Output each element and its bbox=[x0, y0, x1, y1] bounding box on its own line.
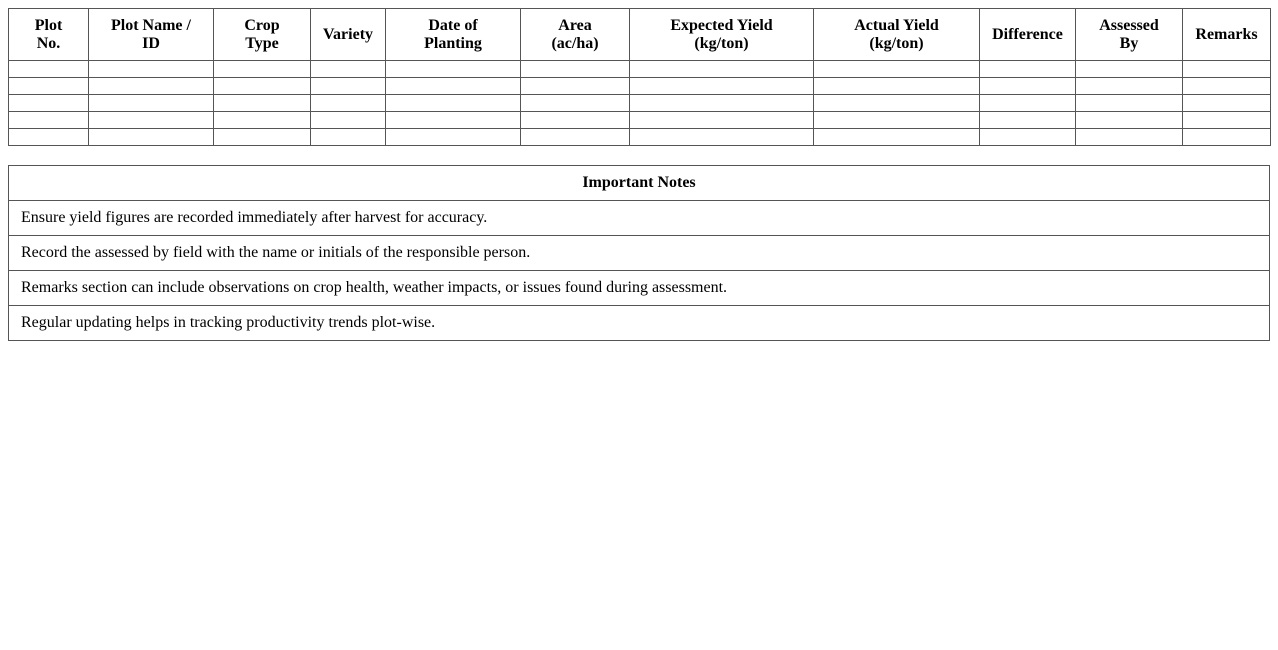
empty-cell[interactable] bbox=[1076, 129, 1183, 146]
note-row bbox=[9, 236, 1270, 271]
column-header-crop-type: Crop Type bbox=[214, 9, 311, 61]
empty-cell[interactable] bbox=[1183, 95, 1271, 112]
yield-assessment-table bbox=[8, 8, 1271, 146]
note-item: Ensure yield figures are recorded immediately after harvest for accuracy. bbox=[9, 201, 1270, 236]
empty-cell[interactable] bbox=[311, 95, 386, 112]
table-row bbox=[9, 61, 1271, 78]
empty-cell[interactable] bbox=[521, 78, 630, 95]
table-body bbox=[9, 61, 1271, 146]
empty-cell[interactable] bbox=[311, 129, 386, 146]
column-header-difference: Difference bbox=[980, 9, 1076, 61]
note-item: Remarks section can include observations on crop health, weather impacts, or issues found during assessment. bbox=[9, 271, 1270, 306]
note-row bbox=[9, 306, 1270, 341]
empty-cell[interactable] bbox=[311, 112, 386, 129]
empty-cell[interactable] bbox=[814, 129, 980, 146]
empty-cell[interactable] bbox=[311, 78, 386, 95]
empty-cell[interactable] bbox=[89, 61, 214, 78]
empty-cell[interactable] bbox=[9, 112, 89, 129]
empty-cell[interactable] bbox=[1183, 78, 1271, 95]
column-header-expected-yield: Expected Yield (kg/ton) bbox=[630, 9, 814, 61]
empty-cell[interactable] bbox=[980, 129, 1076, 146]
empty-cell[interactable] bbox=[214, 95, 311, 112]
empty-cell[interactable] bbox=[814, 78, 980, 95]
empty-cell[interactable] bbox=[980, 61, 1076, 78]
empty-cell[interactable] bbox=[1076, 95, 1183, 112]
empty-cell[interactable] bbox=[386, 112, 521, 129]
empty-cell[interactable] bbox=[980, 78, 1076, 95]
note-row bbox=[9, 271, 1270, 306]
empty-cell[interactable] bbox=[311, 61, 386, 78]
empty-cell[interactable] bbox=[1183, 61, 1271, 78]
empty-cell[interactable] bbox=[9, 129, 89, 146]
empty-cell[interactable] bbox=[386, 61, 521, 78]
note-item: Record the assessed by field with the name or initials of the responsible person. bbox=[9, 236, 1270, 271]
important-notes-table bbox=[8, 165, 1270, 341]
empty-cell[interactable] bbox=[214, 61, 311, 78]
column-header-area: Area (ac/ha) bbox=[521, 9, 630, 61]
empty-cell[interactable] bbox=[214, 129, 311, 146]
empty-cell[interactable] bbox=[1076, 61, 1183, 78]
empty-cell[interactable] bbox=[89, 112, 214, 129]
empty-cell[interactable] bbox=[9, 95, 89, 112]
empty-cell[interactable] bbox=[89, 78, 214, 95]
empty-cell[interactable] bbox=[1183, 112, 1271, 129]
empty-cell[interactable] bbox=[89, 129, 214, 146]
column-header-plot-no: Plot No. bbox=[9, 9, 89, 61]
empty-cell[interactable] bbox=[521, 129, 630, 146]
table-header-row bbox=[9, 9, 1271, 61]
column-header-assessed-by: Assessed By bbox=[1076, 9, 1183, 61]
empty-cell[interactable] bbox=[521, 61, 630, 78]
empty-cell[interactable] bbox=[980, 112, 1076, 129]
empty-cell[interactable] bbox=[521, 95, 630, 112]
empty-cell[interactable] bbox=[214, 112, 311, 129]
empty-cell[interactable] bbox=[1076, 78, 1183, 95]
empty-cell[interactable] bbox=[630, 112, 814, 129]
column-header-variety: Variety bbox=[311, 9, 386, 61]
empty-cell[interactable] bbox=[9, 61, 89, 78]
note-item: Regular updating helps in tracking productivity trends plot-wise. bbox=[9, 306, 1270, 341]
column-header-plot-name: Plot Name / ID bbox=[89, 9, 214, 61]
empty-cell[interactable] bbox=[980, 95, 1076, 112]
empty-cell[interactable] bbox=[214, 78, 311, 95]
table-row bbox=[9, 95, 1271, 112]
empty-cell[interactable] bbox=[1183, 129, 1271, 146]
empty-cell[interactable] bbox=[630, 129, 814, 146]
empty-cell[interactable] bbox=[386, 95, 521, 112]
column-header-remarks: Remarks bbox=[1183, 9, 1271, 61]
table-row bbox=[9, 78, 1271, 95]
column-header-actual-yield: Actual Yield (kg/ton) bbox=[814, 9, 980, 61]
empty-cell[interactable] bbox=[630, 95, 814, 112]
table-row bbox=[9, 129, 1271, 146]
empty-cell[interactable] bbox=[386, 129, 521, 146]
empty-cell[interactable] bbox=[9, 78, 89, 95]
empty-cell[interactable] bbox=[1076, 112, 1183, 129]
empty-cell[interactable] bbox=[386, 78, 521, 95]
empty-cell[interactable] bbox=[630, 78, 814, 95]
column-header-date-of-planting: Date of Planting bbox=[386, 9, 521, 61]
empty-cell[interactable] bbox=[814, 112, 980, 129]
empty-cell[interactable] bbox=[630, 61, 814, 78]
empty-cell[interactable] bbox=[814, 95, 980, 112]
table-row bbox=[9, 112, 1271, 129]
empty-cell[interactable] bbox=[521, 112, 630, 129]
empty-cell[interactable] bbox=[89, 95, 214, 112]
notes-header-row bbox=[9, 166, 1270, 201]
empty-cell[interactable] bbox=[814, 61, 980, 78]
note-row bbox=[9, 201, 1270, 236]
notes-title: Important Notes bbox=[9, 166, 1270, 201]
